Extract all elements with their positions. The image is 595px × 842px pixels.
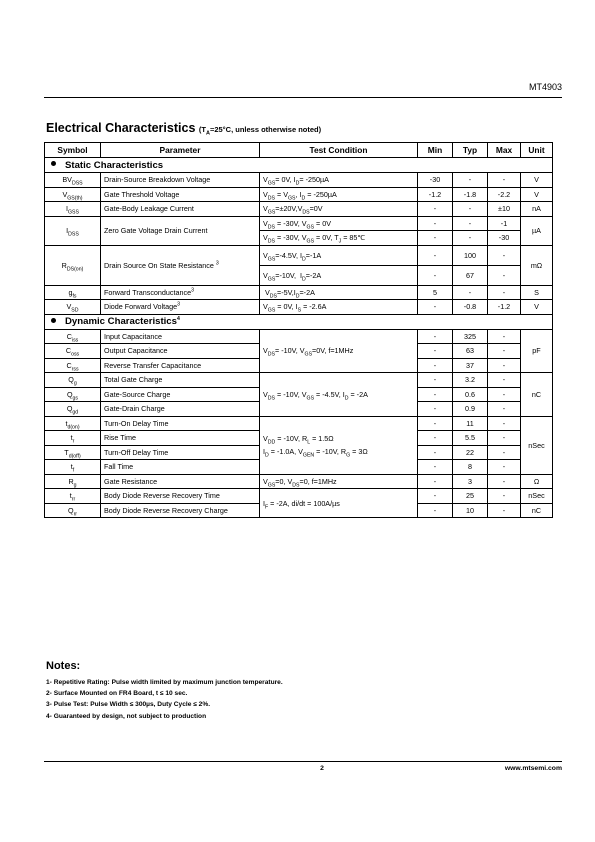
note-item: 3- Pulse Test: Pulse Width ≤ 300µs, Duty Cycle ≤ 2%. (46, 701, 211, 709)
condition-cell: $V_{GS}=-4.5V$, $I_D=-1A$ (260, 245, 418, 265)
table-row (45, 474, 553, 489)
min-cell: - (418, 300, 453, 315)
electrical-characteristics-table (44, 142, 553, 518)
symbol-cell: $t_r$ (45, 431, 101, 446)
min-cell: - (418, 474, 453, 489)
condition-cell: $V_{DS}=-5V,I_D=-2A$ (260, 285, 418, 300)
min-cell: - (418, 373, 453, 388)
table-row (45, 300, 553, 315)
parameter-cell: Drain Source On State Resistance $^3$ (101, 245, 260, 285)
max-cell: - (488, 265, 521, 285)
max-cell: - (488, 285, 521, 300)
min-cell: 5 (418, 285, 453, 300)
symbol-cell: $C_{iss}$ (45, 329, 101, 344)
unit-cell: mΩ (521, 245, 553, 285)
unit-cell: pF (521, 329, 553, 373)
symbol-cell: $BV_{DSS}$ (45, 173, 101, 188)
col-symbol: Symbol (45, 143, 101, 158)
table-row (45, 329, 553, 344)
max-cell: - (488, 329, 521, 344)
max-cell: - (488, 402, 521, 417)
typ-cell: 325 (453, 329, 488, 344)
max-cell: - (488, 173, 521, 188)
table-row (45, 285, 553, 300)
typ-cell: 0.9 (453, 402, 488, 417)
typ-cell: 3.2 (453, 373, 488, 388)
symbol-cell: $C_{oss}$ (45, 344, 101, 359)
unit-cell: nSec (521, 489, 553, 504)
parameter-cell: Body Diode Reverse Recovery Time (101, 489, 260, 504)
parameter-cell: Gate Resistance (101, 474, 260, 489)
parameter-cell: Gate Threshold Voltage (101, 187, 260, 202)
parameter-cell: Input Capacitance (101, 329, 260, 344)
symbol-cell: $I_{DSS}$ (45, 216, 101, 245)
condition-cell: $V_{GS}=\pm 20V,V_{DS}=0V$ (260, 202, 418, 217)
parameter-cell: Body Diode Reverse Recovery Charge (101, 503, 260, 518)
max-cell: - (488, 489, 521, 504)
typ-cell: -0.8 (453, 300, 488, 315)
min-cell: - (418, 460, 453, 475)
max-cell: - (488, 416, 521, 431)
table-row (45, 373, 553, 388)
parameter-cell: Fall Time (101, 460, 260, 475)
symbol-cell: $g_{fs}$ (45, 285, 101, 300)
symbol-cell: $C_{rss}$ (45, 358, 101, 373)
table-row (45, 245, 553, 265)
part-number: MT4903 (528, 82, 562, 92)
parameter-cell: Gate-Source Charge (101, 387, 260, 402)
symbol-cell: $T_{d(off)}$ (45, 445, 101, 460)
parameter-cell: Diode Forward Voltage$^3$ (101, 300, 260, 315)
max-cell: - (488, 387, 521, 402)
unit-cell: S (521, 285, 553, 300)
min-cell: - (418, 387, 453, 402)
typ-cell: - (453, 231, 488, 246)
table-row (45, 173, 553, 188)
col-max: Max (488, 143, 521, 158)
parameter-cell: Gate-Body Leakage Current (101, 202, 260, 217)
unit-cell: V (521, 187, 553, 202)
typ-cell: 67 (453, 265, 488, 285)
typ-cell: - (453, 216, 488, 231)
table-row (45, 416, 553, 431)
symbol-cell: $V_{GS(th)}$ (45, 187, 101, 202)
min-cell: - (418, 231, 453, 246)
max-cell: -30 (488, 231, 521, 246)
max-cell: - (488, 445, 521, 460)
table-header-row (45, 143, 553, 158)
notes-heading: Notes: (46, 660, 81, 672)
symbol-cell: $t_{rr}$ (45, 489, 101, 504)
typ-cell: 22 (453, 445, 488, 460)
symbol-cell: $t_{d(on)}$ (45, 416, 101, 431)
condition-cell: $V_{DS} = -10V$, $V_{GS} = -4.5V$, $I_D = -2A$ (260, 373, 418, 417)
col-parameter: Parameter (101, 143, 260, 158)
typ-cell: -1.8 (453, 187, 488, 202)
condition-cell: $I_F = -2A$, di/dt = 100A/µs (260, 489, 418, 518)
col-min: Min (418, 143, 453, 158)
title-condition: ($T_A=25^\circ C$, unless otherwise noted) (198, 125, 322, 137)
parameter-cell: Turn-Off Delay Time (101, 445, 260, 460)
typ-cell: 25 (453, 489, 488, 504)
note-item: 4- Guaranteed by design, not subject to production (46, 712, 207, 720)
col-test-condition: Test Condition (260, 143, 418, 158)
parameter-cell: Reverse Transfer Capacitance (101, 358, 260, 373)
typ-cell: - (453, 173, 488, 188)
typ-cell: 8 (453, 460, 488, 475)
table-row (45, 489, 553, 504)
typ-cell: 5.5 (453, 431, 488, 446)
parameter-cell: Total Gate Charge (101, 373, 260, 388)
min-cell: - (418, 402, 453, 417)
symbol-cell: $Q_{gd}$ (45, 402, 101, 417)
condition-cell: $V_{DD} = -10V$, $R_L = 1.5\Omega$ $I_D = -1.0A$, $V_{GEN} = -10V$, $R_G = 3\Omega$ (260, 416, 418, 474)
max-cell: - (488, 373, 521, 388)
section-label-dynamic: Dynamic Characteristics (65, 316, 177, 327)
parameter-cell: Output Capacitance (101, 344, 260, 359)
max-cell: ±10 (488, 202, 521, 217)
note-item: 1- Repetitive Rating: Pulse width limited by maximum junction temperature. (46, 679, 283, 686)
typ-cell: 10 (453, 503, 488, 518)
section-label-static: Static Characteristics (65, 159, 164, 171)
symbol-cell: $Q_g$ (45, 373, 101, 388)
bullet-icon (51, 318, 56, 323)
parameter-cell: Gate-Drain Charge (101, 402, 260, 417)
typ-cell: - (453, 285, 488, 300)
min-cell: - (418, 245, 453, 265)
col-typ: Typ (453, 143, 488, 158)
min-cell: - (418, 503, 453, 518)
unit-cell: nC (521, 503, 553, 518)
min-cell: - (418, 358, 453, 373)
section-row-static (45, 158, 553, 173)
unit-cell: nC (521, 373, 553, 417)
condition-cell: $V_{DS} = V_{GS}$, $I_D = -250\mu A$ (260, 187, 418, 202)
parameter-cell: Forward Transconductance$^3$ (101, 285, 260, 300)
max-cell: - (488, 431, 521, 446)
min-cell: - (418, 344, 453, 359)
symbol-cell: $V_{SD}$ (45, 300, 101, 315)
max-cell: - (488, 503, 521, 518)
symbol-cell: $Q_{gs}$ (45, 387, 101, 402)
footer-divider (44, 761, 562, 762)
condition-cell: $V_{GS} = 0V$, $I_S = -2.6A$ (260, 300, 418, 315)
symbol-cell: $R_{DS(on)}$ (45, 245, 101, 285)
parameter-cell: Turn-On Delay Time (101, 416, 260, 431)
section-row-dynamic: Dynamic Characteristics$^4$ (45, 314, 553, 329)
max-cell: - (488, 358, 521, 373)
typ-cell: 100 (453, 245, 488, 265)
condition-cell: $V_{GS}= 0V$, $I_D= -250\mu A$ (260, 173, 418, 188)
unit-cell: V (521, 173, 553, 188)
typ-cell: 0.6 (453, 387, 488, 402)
page-number: 2 (320, 765, 324, 772)
max-cell: -1.2 (488, 300, 521, 315)
symbol-cell: $I_{GSS}$ (45, 202, 101, 217)
table-row (45, 216, 553, 231)
unit-cell: nA (521, 202, 553, 217)
parameter-cell: Rise Time (101, 431, 260, 446)
unit-cell: nSec (521, 416, 553, 474)
min-cell: - (418, 416, 453, 431)
condition-cell: $V_{GS}=-10V$, $I_D=-2A$ (260, 265, 418, 285)
max-cell: - (488, 474, 521, 489)
unit-cell: V (521, 300, 553, 315)
min-cell: - (418, 489, 453, 504)
typ-cell: - (453, 202, 488, 217)
parameter-cell: Drain-Source Breakdown Voltage (101, 173, 260, 188)
unit-cell: Ω (521, 474, 553, 489)
typ-cell: 3 (453, 474, 488, 489)
min-cell: - (418, 216, 453, 231)
max-cell: - (488, 344, 521, 359)
table-row (45, 187, 553, 202)
website-link[interactable]: www.mtsemi.com (504, 765, 562, 772)
max-cell: - (488, 460, 521, 475)
unit-cell: µA (521, 216, 553, 245)
min-cell: -30 (418, 173, 453, 188)
min-cell: -1.2 (418, 187, 453, 202)
header-divider (44, 97, 562, 98)
bullet-icon (51, 161, 56, 166)
condition-cell: $V_{DS} = -30V$, $V_{GS} = 0V$, $T_J$ = 85℃ (260, 231, 418, 246)
typ-cell: 37 (453, 358, 488, 373)
symbol-cell: $t_f$ (45, 460, 101, 475)
symbol-cell: $R_g$ (45, 474, 101, 489)
title-text: Electrical Characteristics (46, 121, 196, 135)
col-unit: Unit (521, 143, 553, 158)
max-cell: - (488, 245, 521, 265)
notes-list (46, 677, 283, 722)
min-cell: - (418, 445, 453, 460)
typ-cell: 11 (453, 416, 488, 431)
symbol-cell: $Q_{rr}$ (45, 503, 101, 518)
min-cell: - (418, 265, 453, 285)
min-cell: - (418, 431, 453, 446)
typ-cell: 63 (453, 344, 488, 359)
min-cell: - (418, 202, 453, 217)
max-cell: -2.2 (488, 187, 521, 202)
condition-cell: $V_{DS} = -30V$, $V_{GS} = 0V$ (260, 216, 418, 231)
section-title (46, 121, 321, 137)
condition-cell: $V_{GS}=0$, $V_{DS}=0$, f=1MHz (260, 474, 418, 489)
parameter-cell: Zero Gate Voltage Drain Current (101, 216, 260, 245)
note-item: 2- Surface Mounted on FR4 Board, t ≤ 10 sec. (46, 690, 188, 698)
min-cell: - (418, 329, 453, 344)
condition-cell: $V_{DS}= -10V$, $V_{GS}=0V$, f=1MHz (260, 329, 418, 373)
table-row (45, 202, 553, 217)
max-cell: -1 (488, 216, 521, 231)
